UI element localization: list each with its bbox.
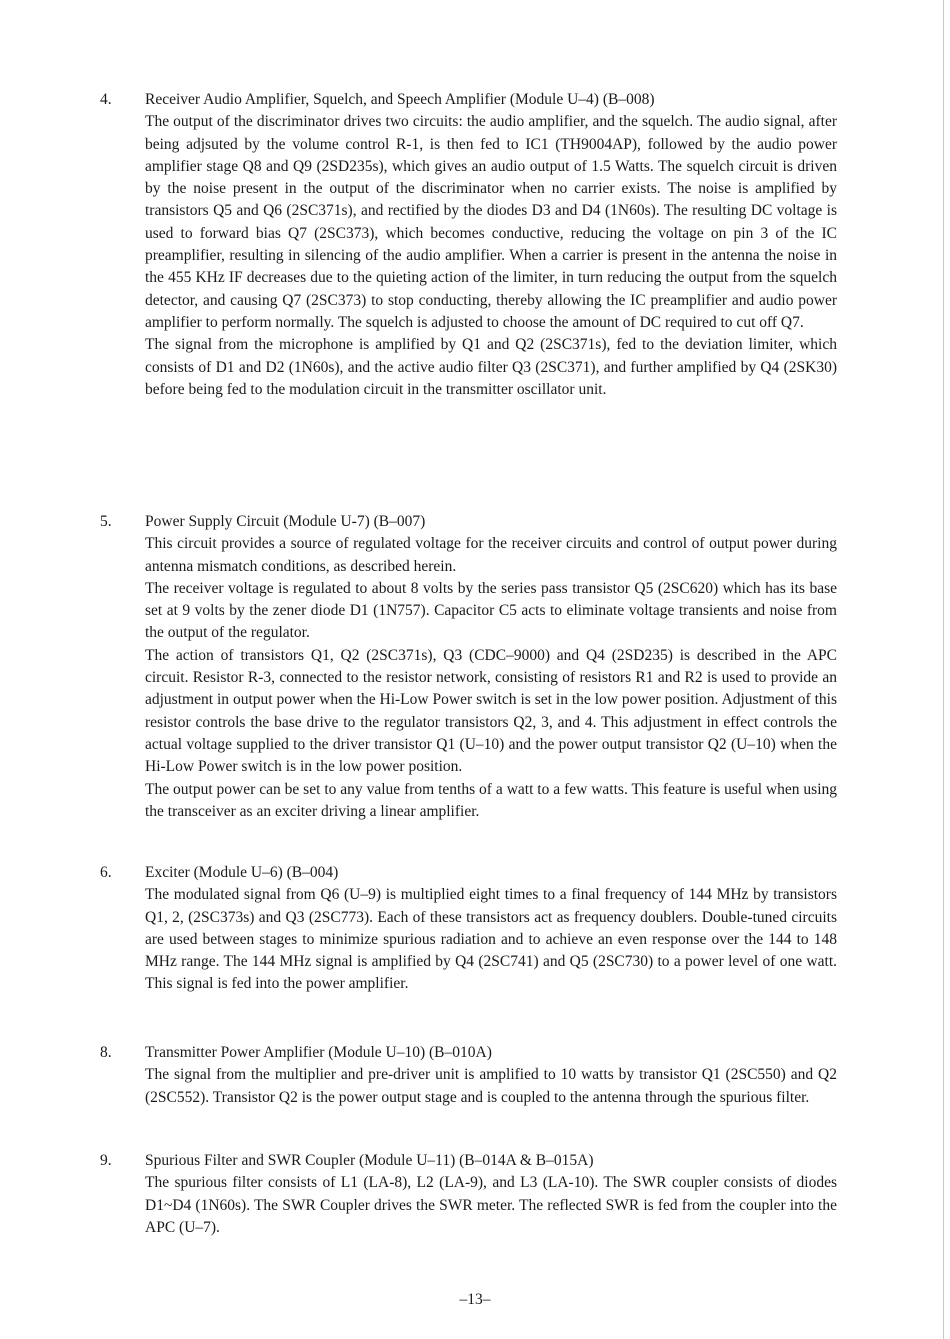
section-title: Receiver Audio Amplifier, Squelch, and Speech Amplifier (Module U–4) (B–008) bbox=[145, 91, 655, 108]
section-number: 4. bbox=[100, 91, 112, 108]
paragraph: The output power can be set to any value from tenths of a watt to a few watts. This feature is useful when using the transceiver as an exciter driving a linear amplifier. bbox=[145, 780, 837, 820]
section-number: 8. bbox=[100, 1044, 112, 1061]
paragraph: The output of the discriminator drives two circuits: the audio amplifier, and the squelch. The audio signal, after being adjsuted by the volume control R-1, is then fed to IC1 (TH9004AP), followed by the audio power amplifier stage Q8 and Q9 (2SD235s), which gives an audio output of 1.5 Watts. The squelch circuit is driven by the noise present in the output of the discriminator when no carrier exists. The noise is amplified by transistors Q5 and Q6 (2SC371s), and rectified by the diodes D3 and D4 (1N60s). The resulting DC voltage is used to forward bias Q7 (2SC373), which becomes conductive, reducing the voltage on pin 3 of the IC preamplifier, resulting in silencing of the audio amplifier. When a carrier is present in the antenna the noise in the 455 KHz IF decreases due to the quieting action of the limiter, in turn reducing the output from the squelch detector, and causing Q7 (2SC373) to stop conducting, thereby allowing the IC preamplifier and audio power amplifier to perform normally. The squelch is adjusted to choose the amount of DC required to cut off Q7. bbox=[145, 113, 837, 331]
section-title: Exciter (Module U–6) (B–004) bbox=[145, 864, 339, 881]
paragraph: The spurious filter consists of L1 (LA-8), L2 (LA-9), and L3 (LA-10). The SWR coupler consists of diodes D1~D4 (1N60s). The SWR Coupler drives the SWR meter. The reflected SWR is fed from the coupler into the APC (U–7). bbox=[145, 1174, 837, 1236]
page-edge-line bbox=[943, 0, 944, 1339]
section-number: 9. bbox=[100, 1152, 112, 1169]
section-body bbox=[145, 862, 837, 996]
page-number: –13– bbox=[459, 1291, 491, 1308]
section-body bbox=[145, 511, 837, 823]
paragraph: The modulated signal from Q6 (U–9) is multiplied eight times to a final frequency of 144 MHz by transistors Q1, 2, (2SC373s) and Q3 (2SC773). Each of these transistors act as frequency doublers. Double-tuned circuits are used between stages to minimize spurious radiation and to achieve an even response over the 144 to 148 MHz range. The 144 MHz signal is amplified by Q4 (2SC741) and Q5 (2SC730) to a power level of one watt. This signal is fed into the power amplifier. bbox=[145, 886, 837, 993]
section-number: 5. bbox=[100, 513, 112, 530]
section-title: Transmitter Power Amplifier (Module U–10) (B–010A) bbox=[145, 1044, 492, 1061]
paragraph: The receiver voltage is regulated to about 8 volts by the series pass transistor Q5 (2SC620) which has its base set at 9 volts by the zener diode D1 (1N757). Capacitor C5 acts to eliminate voltage transients and noise from the output of the regulator. bbox=[145, 579, 837, 642]
section-body bbox=[145, 89, 837, 401]
section-title: Power Supply Circuit (Module U-7) (B–007) bbox=[145, 513, 426, 530]
section-body bbox=[145, 1042, 837, 1109]
section-title: Spurious Filter and SWR Coupler (Module U–11) (B–014A & B–015A) bbox=[145, 1152, 594, 1169]
section-number: 6. bbox=[100, 864, 112, 881]
paragraph: The action of transistors Q1, Q2 (2SC371s), Q3 (CDC–9000) and Q4 (2SD235) is described in the APC circuit. Resistor R-3, connected to the resistor network, consisting of resistors R1 and R2 is used to provide an adjustment in output power when the Hi-Low Power switch is set in the low power position. Adjustment of this resistor controls the base drive to the regulator transistors Q2, 3, and 4. This adjustment in effect controls the actual voltage supplied to the driver transistor Q1 (U–10) and the power output transistor Q2 (U–10) when the Hi-Low Power switch is in the low power position. bbox=[145, 646, 837, 776]
paragraph: The signal from the multiplier and pre-driver unit is amplified to 10 watts by transistor Q1 (2SC550) and Q2 (2SC552). Transistor Q2 is the power output stage and is coupled to the antenna through the spurious filter. bbox=[145, 1066, 837, 1106]
paragraph: The signal from the microphone is amplified by Q1 and Q2 (2SC371s), fed to the deviation limiter, which consists of D1 and D2 (1N60s), and the active audio filter Q3 (2SC371), and further amplified by Q4 (2SK30) before being fed to the modulation circuit in the transmitter oscillator unit. bbox=[145, 336, 837, 398]
paragraph: This circuit provides a source of regulated voltage for the receiver circuits and control of output power during antenna mismatch conditions, as described herein. bbox=[145, 535, 837, 575]
section-body bbox=[145, 1150, 837, 1239]
